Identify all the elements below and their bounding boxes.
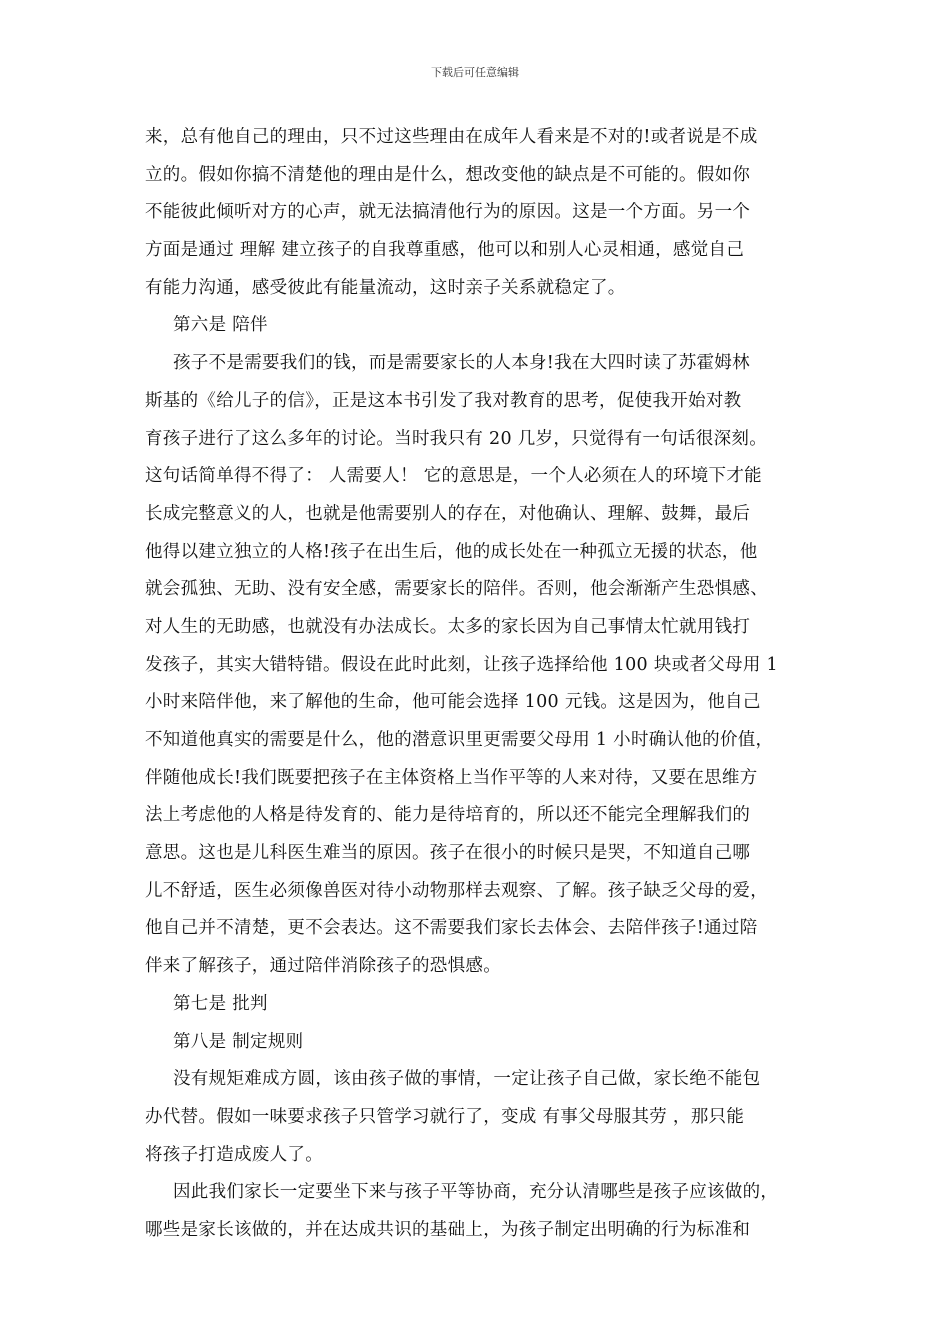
text-line: 这句话简单得不得了： 人需要人！ 它的意思是，一个人必须在人的环境下才能 xyxy=(145,466,762,487)
text-line: 有能力沟通，感受彼此有能量流动，这时亲子关系就稳定了。 xyxy=(145,277,626,298)
text-line: 没有规矩难成方圆，该由孩子做的事情，一定让孩子自己做，家长绝不能包 xyxy=(173,1069,761,1090)
text-line: 立的。假如你搞不清楚他的理由是什么，想改变他的缺点是不可能的。假如你 xyxy=(145,164,751,185)
text-line: 发孩子，其实大错特错。假设在此时此刻，让孩子选择给他 100 块或者父母用 1 xyxy=(145,654,778,675)
text-line: 他得以建立独立的人格!孩子在出生后，他的成长处在一种孤立无援的状态，他 xyxy=(145,541,758,562)
text-line: 伴来了解孩子，通过陪伴消除孩子的恐惧感。 xyxy=(145,956,501,977)
text-line: 法上考虑他的人格是待发育的、能力是待培育的，所以还不能完全理解我们的 xyxy=(145,805,751,826)
text-line: 因此我们家长一定要坐下来与孩子平等协商，充分认清哪些是孩子应该做的， xyxy=(173,1182,779,1203)
text-line: 斯基的《给儿子的信》，正是这本书引发了我对教育的思考，促使我开始对教 xyxy=(145,390,742,411)
text-line: 将孩子打造成废人了。 xyxy=(145,1144,323,1165)
text-line: 第七是 批判 xyxy=(173,993,268,1014)
text-line: 第八是 制定规则 xyxy=(173,1031,304,1052)
text-line: 育孩子进行了这么多年的讨论。当时我只有 20 几岁，只觉得有一句话很深刻。 xyxy=(145,428,767,449)
text-line: 方面是通过 理解 建立孩子的自我尊重感，他可以和别人心灵相通，感觉自己 xyxy=(145,240,745,261)
document-body xyxy=(145,119,815,1250)
text-line: 不能彼此倾听对方的心声，就无法搞清他行为的原因。这是一个方面。另一个 xyxy=(145,202,751,223)
text-line: 孩子不是需要我们的钱，而是需要家长的人本身!我在大四时读了苏霍姆林 xyxy=(173,353,750,374)
text-line: 意思。这也是儿科医生难当的原因。孩子在很小的时候只是哭，不知道自己哪 xyxy=(145,843,751,864)
text-line: 对人生的无助感，也就没有办法成长。太多的家长因为自己事情太忙就用钱打 xyxy=(145,616,751,637)
text-line: 哪些是家长该做的，并在达成共识的基础上，为孩子制定出明确的行为标准和 xyxy=(145,1219,751,1240)
text-line: 办代替。假如一味要求孩子只管学习就行了，变成 有事父母服其劳 ，那只能 xyxy=(145,1106,745,1127)
text-line: 第六是 陪伴 xyxy=(173,315,268,336)
text-line: 小时来陪伴他，来了解他的生命，他可能会选择 100 元钱。这是因为，他自己 xyxy=(145,692,761,713)
text-line: 儿不舒适，医生必须像兽医对待小动物那样去观察、了解。孩子缺乏父母的爱， xyxy=(145,880,768,901)
text-line: 来，总有他自己的理由，只不过这些理由在成年人看来是不对的!或者说是不成 xyxy=(145,127,758,147)
text-line: 长成完整意义的人，也就是他需要别人的存在，对他确认、理解、鼓舞，最后 xyxy=(145,503,751,524)
text-line: 伴随他成长!我们既要把孩子在主体资格上当作平等的人来对待，又要在思维方 xyxy=(145,767,758,788)
text-line: 他自己并不清楚，更不会表达。这不需要我们家长去体会、去陪伴孩子!通过陪 xyxy=(145,918,758,939)
text-line: 不知道他真实的需要是什么，他的潜意识里更需要父母用 1 小时确认他的价值， xyxy=(145,730,774,750)
text-line: 就会孤独、无助、没有安全感，需要家长的陪伴。否则，他会渐渐产生恐惧感、 xyxy=(145,579,768,600)
page-header: 下载后可任意编辑 xyxy=(431,66,519,79)
